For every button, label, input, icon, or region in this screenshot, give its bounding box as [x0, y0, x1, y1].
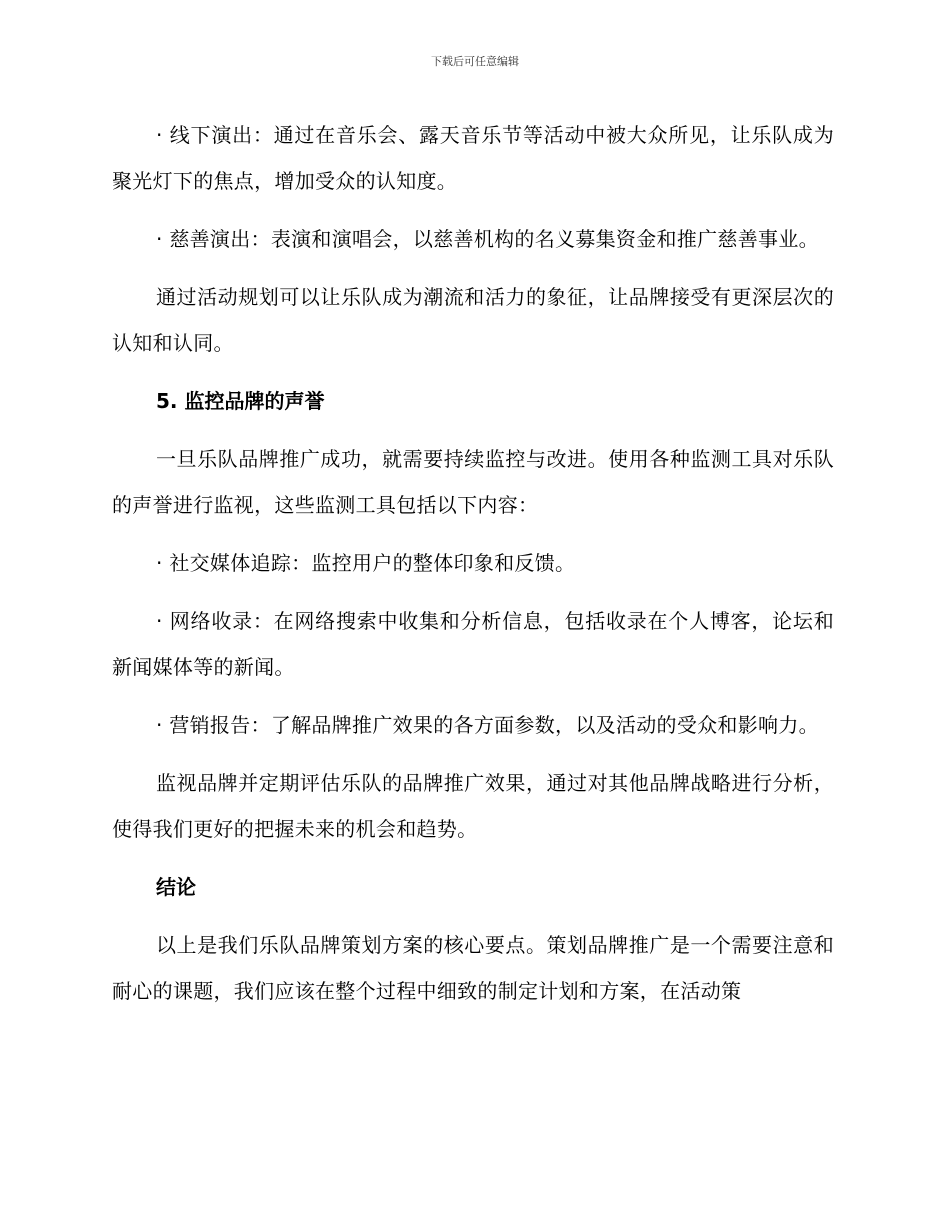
bullet-offline-performance: · 线下演出：通过在音乐会、露天音乐节等活动中被大众所见，让乐队成为聚光灯下的焦点，增加受众的认知度。: [112, 123, 834, 193]
paragraph-monitor-evaluate: 监视品牌并定期评估乐队的品牌推广效果，通过对其他品牌战略进行分析，使得我们更好的把握未来的机会和趋势。: [112, 771, 834, 841]
page-header-note: 下载后可任意编辑: [431, 55, 519, 68]
bullet-charity-performance: · 慈善演出：表演和演唱会，以慈善机构的名义募集资金和推广慈善事业。: [156, 227, 819, 251]
bullet-social-media-tracking: · 社交媒体追踪：监控用户的整体印象和反馈。: [156, 551, 576, 575]
paragraph-monitoring-intro: 一旦乐队品牌推广成功，就需要持续监控与改进。使用各种监测工具对乐队的声誉进行监视，这些监测工具包括以下内容：: [112, 447, 834, 517]
bullet-web-indexing: · 网络收录：在网络搜索中收集和分析信息，包括收录在个人博客，论坛和新闻媒体等的新闻。: [112, 609, 834, 679]
bullet-marketing-report: · 营销报告：了解品牌推广效果的各方面参数，以及活动的受众和影响力。: [156, 713, 819, 737]
paragraph-conclusion: 以上是我们乐队品牌策划方案的核心要点。策划品牌推广是一个需要注意和耐心的课题，我们应该在整个过程中细致的制定计划和方案，在活动策: [112, 933, 834, 1003]
document-body: [112, 112, 834, 1026]
section-heading-conclusion: 结论: [156, 875, 196, 899]
section-heading-monitor-reputation: 5. 监控品牌的声誉: [156, 389, 325, 413]
paragraph-activity-planning: 通过活动规划可以让乐队成为潮流和活力的象征，让品牌接受有更深层次的认知和认同。: [112, 285, 834, 355]
